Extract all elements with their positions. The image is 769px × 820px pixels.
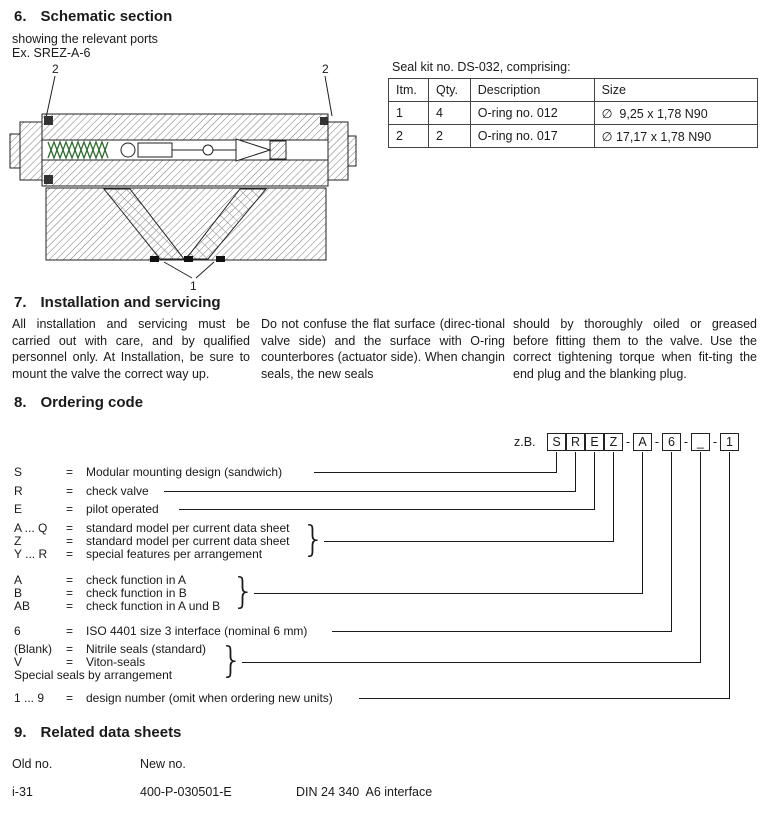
old-no-column-header: Old no. xyxy=(12,757,53,771)
ordering-description: check function in A xyxy=(86,573,187,587)
code-box-blank: _ xyxy=(691,433,710,451)
cell-itm: 2 xyxy=(389,125,429,148)
equals-sign: = xyxy=(66,465,74,479)
code-box-r: R xyxy=(566,433,585,451)
code-box-s: S xyxy=(547,433,566,451)
ordering-description: check valve xyxy=(86,484,149,498)
new-no-column-header: New no. xyxy=(140,757,186,771)
new-no-value: 400-P-030501-E xyxy=(140,785,232,799)
ordering-description: check function in B xyxy=(86,586,187,600)
ordering-code-letter: Special seals by arrangement xyxy=(14,668,173,682)
ordering-description: standard model per current data sheet xyxy=(86,534,290,548)
ordering-code-letter: 6 xyxy=(14,624,21,638)
ordering-code-letter: Z xyxy=(14,534,22,548)
din-interface-note: DIN 24 340 A6 interface xyxy=(296,785,433,799)
col-header-description: Description xyxy=(470,79,594,102)
brace-standard-models-group: } xyxy=(302,519,325,560)
equals-sign: = xyxy=(66,547,74,561)
code-dash: - xyxy=(712,435,718,449)
table-row xyxy=(389,102,758,125)
equals-sign: = xyxy=(66,642,74,656)
col-header-qty: Qty. xyxy=(428,79,470,102)
right-end-plug xyxy=(328,122,356,180)
section-8-heading xyxy=(14,394,143,411)
ordering-code-letter: E xyxy=(14,502,23,516)
port-label-2-right: 2 xyxy=(322,62,329,76)
ordering-code-letter: B xyxy=(14,586,23,600)
port-label-1: 1 xyxy=(190,279,197,292)
equals-sign: = xyxy=(66,573,74,587)
equals-sign: = xyxy=(66,521,74,535)
code-dash: - xyxy=(625,435,631,449)
cell-description: O-ring no. 012 xyxy=(470,102,594,125)
ordering-code-letter: A ... Q xyxy=(14,521,48,535)
left-end-plug xyxy=(10,122,42,180)
seal-kit-table xyxy=(388,78,758,148)
ordering-row-ab xyxy=(14,600,220,613)
brace-check-function-group: } xyxy=(232,571,255,612)
bottom-block xyxy=(46,188,326,262)
cell-qty: 2 xyxy=(428,125,470,148)
cell-itm: 1 xyxy=(389,102,429,125)
ordering-description: special features per arrangement xyxy=(86,547,263,561)
section-8-number: 8. xyxy=(14,394,27,411)
equals-sign: = xyxy=(66,586,74,600)
section-6-heading xyxy=(14,8,172,25)
code-dash: - xyxy=(654,435,660,449)
seal-kit-caption: Seal kit no. DS-032, comprising: xyxy=(392,60,571,74)
ordering-row-yr xyxy=(14,548,262,561)
valve-cross-section-schematic xyxy=(8,60,358,292)
ordering-code-letter: AB xyxy=(14,599,31,613)
installation-paragraph-3: should by thoroughly oiled or greased before fitting them to the valve. Use the correct tightening torque when fit-ting the end plug and the blanking plug. xyxy=(513,317,757,381)
equals-sign: = xyxy=(66,655,74,669)
table-row xyxy=(389,125,758,148)
col-header-itm: Itm. xyxy=(389,79,429,102)
ordering-description: design number (omit when ordering new units) xyxy=(86,691,333,705)
ordering-description: check function in A und B xyxy=(86,599,221,613)
installation-paragraph-1: All installation and servicing must be carried out with care, and by qualified personnel only. At Installation, be sure to mount the valve the correct way up. xyxy=(12,317,250,381)
ordering-description: ISO 4401 size 3 interface (nominal 6 mm) xyxy=(86,624,308,638)
section-6-number: 6. xyxy=(14,8,27,25)
cell-description: O-ring no. 017 xyxy=(470,125,594,148)
code-box-1: 1 xyxy=(720,433,739,451)
ordering-code-diagram xyxy=(14,428,759,720)
code-dash: - xyxy=(683,435,689,449)
equals-sign: = xyxy=(66,502,74,516)
old-no-value: i-31 xyxy=(12,785,33,799)
ordering-row-design-number xyxy=(14,692,333,705)
ordering-description: Viton-seals xyxy=(86,655,146,669)
ordering-code-letter: (Blank) xyxy=(14,642,53,656)
ordering-code-letter: R xyxy=(14,484,23,498)
section-8-title: Ordering code xyxy=(40,394,144,411)
section-6-title: Schematic section xyxy=(40,8,173,25)
section-7-heading xyxy=(14,294,221,311)
cell-qty: 4 xyxy=(428,102,470,125)
equals-sign: = xyxy=(66,534,74,548)
ordering-row-r xyxy=(14,485,149,498)
ordering-description: Modular mounting design (sandwich) xyxy=(86,465,283,479)
section-9-title: Related data sheets xyxy=(40,724,182,741)
section-7-number: 7. xyxy=(14,294,27,311)
section-6-subtitle-1: showing the relevant ports xyxy=(12,32,158,46)
installation-paragraph-2: Do not confuse the flat surface (direc-tional valve side) and the surface with O-ring counterbores (actuator side). When changin seals, the new seals xyxy=(261,317,505,381)
code-box-a: A xyxy=(633,433,652,451)
seal-kit-block xyxy=(388,60,758,148)
brace-seals-group: } xyxy=(220,640,243,681)
ordering-code-letter: S xyxy=(14,465,23,479)
seal-kit-header-row xyxy=(389,79,758,102)
equals-sign: = xyxy=(66,599,74,613)
col-header-size: Size xyxy=(594,79,757,102)
ordering-code-letter: V xyxy=(14,655,23,669)
code-box-6: 6 xyxy=(662,433,681,451)
section-9-heading xyxy=(14,724,181,741)
code-box-z: Z xyxy=(604,433,623,451)
port-label-2-left: 2 xyxy=(52,62,59,76)
ordering-row-special-seals xyxy=(14,669,192,682)
cell-size: ∅ 9,25 x 1,78 N90 xyxy=(594,102,757,125)
section-9-number: 9. xyxy=(14,724,27,741)
equals-sign: = xyxy=(66,691,74,705)
example-label: z.B. xyxy=(514,435,536,449)
ordering-row-e xyxy=(14,503,159,516)
ordering-description: pilot operated xyxy=(86,502,159,516)
section-7-title: Installation and servicing xyxy=(40,294,221,311)
ordering-description: standard model per current data sheet xyxy=(86,521,290,535)
ordering-row-6 xyxy=(14,625,307,638)
ordering-row-s xyxy=(14,466,282,479)
ordering-code-letter: 1 ... 9 xyxy=(14,691,45,705)
ordering-code-letter: Y ... R xyxy=(14,547,48,561)
code-box-e: E xyxy=(585,433,604,451)
equals-sign: = xyxy=(66,624,74,638)
cell-size: ∅ 17,17 x 1,78 N90 xyxy=(594,125,757,148)
equals-sign xyxy=(172,669,192,682)
ordering-code-letter: A xyxy=(14,573,23,587)
section-6-subtitle-2: Ex. SREZ-A-6 xyxy=(12,46,91,60)
equals-sign: = xyxy=(66,484,74,498)
ordering-description: Nitrile seals (standard) xyxy=(86,642,207,656)
